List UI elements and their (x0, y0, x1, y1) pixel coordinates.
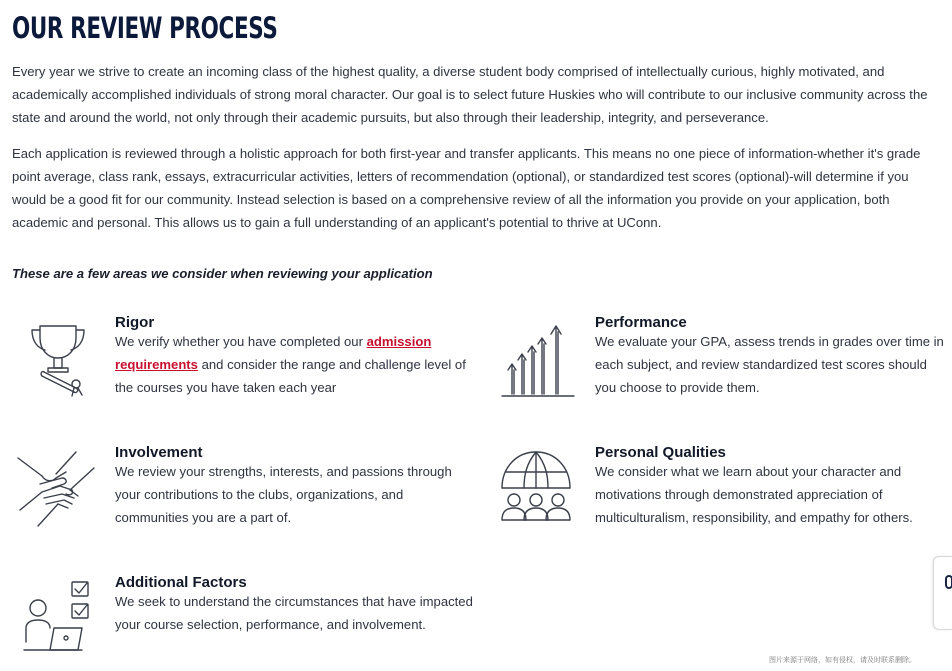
rising-arrows-chart-icon (496, 318, 576, 398)
image-source-note: 图片来源于网络，如有侵权，请及时联系删除。 (769, 657, 916, 664)
trophy-diploma-icon (18, 318, 98, 398)
area-text-rigor (115, 330, 480, 399)
holistic-review-paragraph: Each application is reviewed through a holistic approach for both first-year and transfer applicants. This means no one piece of information-whether it's grade point average, class rank, essays, extracurricular activities, letters of recommendation (optional), or standardized test scores (optional)-will determine if you would be a good fit for our community. Instead selection is based on a comprehensive review of all the information you provide on your application, both academic and personal. This allows us to gain a full understanding of an applicant's potential to thrive at UConn. (12, 146, 921, 230)
area-title-performance: Performance (595, 314, 687, 331)
person-laptop-checklist-icon (20, 578, 100, 658)
areas-heading: These are a few areas we consider when reviewing your application (12, 266, 433, 281)
intro-paragraph: Every year we strive to create an incoming class of the highest quality, a diverse student body comprised of intellectually curious, highly motivated, and academically accomplished individuals of strong moral character. Our goal is to select future Huskies who will contribute to our inclusive community across the state and around the world, not only through their academic pursuits, but also through their leadership, integrity, and perseverance. (12, 64, 928, 125)
area-text-performance: We evaluate your GPA, assess trends in grades over time in each subject, and review standardized test scores should you choose to provide them. (595, 334, 944, 395)
globe-people-icon (496, 448, 576, 528)
area-title-involvement: Involvement (115, 444, 203, 461)
area-personal-qualities (492, 442, 942, 542)
rigor-text-before: We verify whether you have completed our (115, 334, 367, 349)
rigor-text-after: and consider the range and challenge level of the courses you have taken each year (115, 357, 466, 395)
area-title-personal-qualities: Personal Qualities (595, 444, 726, 461)
area-rigor (12, 312, 482, 412)
area-text-personal-qualities: We consider what we learn about your character and motivations through demonstrated appreciation of multiculturalism, responsibility, and empathy for others. (595, 464, 913, 525)
area-title-rigor: Rigor (115, 314, 155, 331)
area-title-additional-factors: Additional Factors (115, 574, 247, 591)
page-title: OUR REVIEW PROCESS (12, 11, 278, 45)
stacked-hands-icon (16, 448, 96, 528)
area-additional-factors (12, 572, 482, 664)
area-text-involvement: We review your strengths, interests, and passions through your contributions to the clubs, organizations, and communities you are a part of. (115, 464, 452, 525)
side-feedback-tab[interactable] (933, 556, 952, 630)
side-tab-icon (945, 575, 952, 589)
area-performance (492, 312, 942, 412)
area-involvement (12, 442, 482, 542)
area-text-additional-factors: We seek to understand the circumstances that have impacted your course selection, performance, and involvement. (115, 594, 473, 632)
admission-requirements-link[interactable]: admission requirements (115, 334, 432, 372)
